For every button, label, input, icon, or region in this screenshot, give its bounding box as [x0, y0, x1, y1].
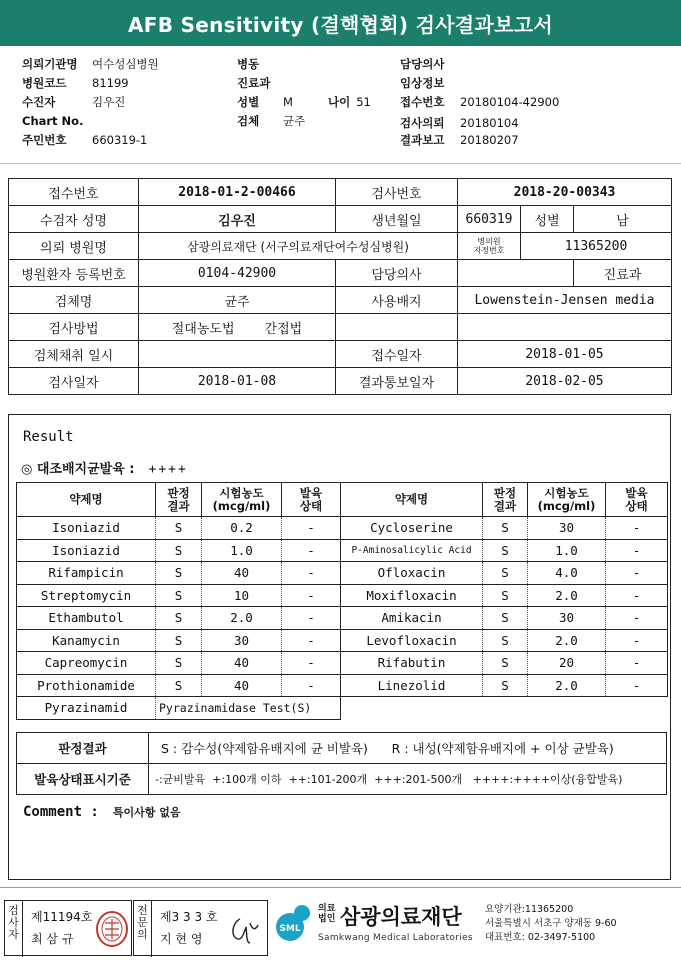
drug-result: S [483, 517, 528, 540]
drug-growth: - [282, 539, 341, 562]
drug-name: Ethambutol [17, 607, 156, 630]
drug-growth: - [282, 584, 341, 607]
drug-row [17, 607, 668, 630]
drug-name: Rifabutin [341, 652, 483, 675]
drug-name: Prothionamide [17, 674, 156, 697]
header-hospital: 의뢰기관명 여수성심병원 [22, 57, 159, 71]
drug-row [17, 584, 668, 607]
doctor-label: 담당의사 [336, 260, 458, 287]
sex-value: 남 [574, 206, 672, 233]
specimen-label: 검체명 [9, 287, 139, 314]
legend-judge-text: S : 감수성(약제함유배지에 균 비발육) R : 내성(약제함유배지에 + 이상 균발육) [149, 733, 667, 764]
drug-row [17, 629, 668, 652]
header-divider [0, 163, 681, 164]
method-empty [336, 314, 458, 341]
drug-growth: - [606, 517, 668, 540]
comment: Comment : 특이사항 없음 [23, 804, 181, 820]
header-doctor: 담당의사 [400, 57, 445, 71]
drug-growth: - [606, 562, 668, 585]
drug-growth: - [606, 539, 668, 562]
drug-name: Moxifloxacin [341, 584, 483, 607]
col-drug-header-2: 약제명 [341, 483, 483, 517]
drug-concentration: 30 [202, 629, 282, 652]
method-value: 절대농도법 간접법 [139, 314, 336, 341]
birth-value: 660319 [458, 206, 521, 233]
drug-concentration: 2.0 [528, 629, 606, 652]
patient-name-value: 김우진 [139, 206, 336, 233]
drug-result: S [156, 629, 202, 652]
drug-row [17, 674, 668, 697]
report-date-label: 결과통보일자 [336, 368, 458, 395]
collect-date-label: 검체채취 일시 [9, 341, 139, 368]
drug-result: S [156, 674, 202, 697]
col-conc-header-2: 시험농도 (mcg/ml) [528, 483, 606, 517]
drug-result: S [483, 629, 528, 652]
drug-result: S [483, 674, 528, 697]
org-english-name: Samkwang Medical Laboratories [318, 933, 473, 943]
drug-result: S [483, 584, 528, 607]
drug-growth: - [282, 562, 341, 585]
header-chart-no: Chart No. [22, 114, 84, 128]
drug-name: P-Aminosalicylic Acid [341, 539, 483, 562]
drug-concentration: 4.0 [528, 562, 606, 585]
media-value: Lowenstein-Jensen media [458, 287, 672, 314]
drug-growth: - [606, 652, 668, 675]
designated-no-label: 병의원 지정번호 [458, 233, 521, 260]
drug-result: S [156, 584, 202, 607]
col-judge-header-2: 판정 결과 [483, 483, 528, 517]
specialist-signature-icon [226, 909, 264, 949]
col-judge-header: 판정 결과 [156, 483, 202, 517]
signature-specialist [133, 900, 268, 956]
col-growth-header-2: 발육 상태 [606, 483, 668, 517]
hospital-label: 의뢰 병원명 [9, 233, 139, 260]
drug-concentration: 1.0 [202, 539, 282, 562]
result-title: Result [23, 429, 74, 445]
drug-result: S [156, 652, 202, 675]
doctor-value [458, 260, 574, 287]
col-conc-header: 시험농도 (mcg/ml) [202, 483, 282, 517]
pza-test: Pyrazinamidase Test(S) [156, 697, 341, 720]
sex-label: 성별 [521, 206, 574, 233]
legend-growth-label: 발육상태표시기준 [17, 764, 149, 795]
drug-result: S [483, 607, 528, 630]
hospital-patient-no-label: 병원환자 등록번호 [9, 260, 139, 287]
drug-growth: - [282, 517, 341, 540]
department-label: 진료과 [574, 260, 672, 287]
drug-concentration: 10 [202, 584, 282, 607]
designated-no-value: 11365200 [521, 233, 672, 260]
drug-growth: - [282, 674, 341, 697]
header-ward: 병동 [237, 57, 260, 71]
report-title: AFB Sensitivity (결핵협회) 검사결과보고서 [0, 0, 681, 46]
drug-result: S [156, 607, 202, 630]
media-label: 사용배지 [336, 287, 458, 314]
drug-name: Isoniazid [17, 539, 156, 562]
control-growth: ◎ 대조배지균발육 : ++++ [21, 462, 188, 477]
header-report-date: 결과보고 20180207 [400, 133, 519, 147]
footer-divider [0, 887, 681, 888]
drug-growth: - [606, 629, 668, 652]
col-drug-header: 약제명 [17, 483, 156, 517]
patient-name-label: 수검자 성명 [9, 206, 139, 233]
drug-name: Ofloxacin [341, 562, 483, 585]
drug-sensitivity-table [16, 482, 668, 720]
legend-growth-text: -:균비발육 +:100개 이하 ++:101-200개 +++:201-500개 ++++:++++이상(융합발육) [149, 764, 667, 795]
reception-no-label: 접수번호 [9, 179, 139, 206]
drug-row [17, 539, 668, 562]
technician-seal-icon [95, 910, 129, 948]
drug-result: S [483, 562, 528, 585]
drug-name: Capreomycin [17, 652, 156, 675]
drug-concentration: 1.0 [528, 539, 606, 562]
header-clinical-info: 임상정보 [400, 76, 445, 90]
method-label: 검사방법 [9, 314, 139, 341]
drug-name: Kanamycin [17, 629, 156, 652]
col-growth-header: 발육 상태 [282, 483, 341, 517]
sml-logo-icon [272, 903, 316, 947]
drug-concentration: 40 [202, 674, 282, 697]
pza-empty [341, 697, 668, 720]
drug-concentration: 30 [528, 607, 606, 630]
drug-growth: - [282, 629, 341, 652]
drug-concentration: 2.0 [528, 674, 606, 697]
drug-concentration: 40 [202, 562, 282, 585]
org-name: 삼광의료재단 [340, 905, 462, 929]
drug-name: Linezolid [341, 674, 483, 697]
drug-concentration: 0.2 [202, 517, 282, 540]
drug-concentration: 2.0 [202, 607, 282, 630]
test-no-label: 검사번호 [336, 179, 458, 206]
method-empty-2 [458, 314, 672, 341]
drug-growth: - [282, 652, 341, 675]
test-date-label: 검사일자 [9, 368, 139, 395]
hospital-value: 삼광의료재단 (서구의료재단여수성심병원) [139, 233, 458, 260]
drug-result: S [156, 562, 202, 585]
report-date-value: 2018-02-05 [458, 368, 672, 395]
drug-growth: - [606, 674, 668, 697]
result-section [8, 414, 671, 880]
header-sex: 성별 M [237, 95, 293, 109]
drug-name: Amikacin [341, 607, 483, 630]
hospital-patient-no-value: 0104-42900 [139, 260, 336, 287]
drug-name: Streptomycin [17, 584, 156, 607]
drug-result: S [483, 539, 528, 562]
drug-growth: - [606, 584, 668, 607]
specimen-value: 균주 [139, 287, 336, 314]
drug-name: Isoniazid [17, 517, 156, 540]
technician-vertical-label: 검 사 자 [5, 901, 23, 957]
drug-name: Rifampicin [17, 562, 156, 585]
legend-judge-label: 판정결과 [17, 733, 149, 764]
drug-concentration: 30 [528, 517, 606, 540]
header-specimen: 검체 균주 [237, 114, 306, 128]
drug-row [17, 517, 668, 540]
technician-info: 제11194호 최 삼 규 [31, 910, 93, 946]
drug-result: S [483, 652, 528, 675]
received-date-label: 접수일자 [336, 341, 458, 368]
org-address: 요양기관:11365200 서울특별시 서초구 양재동 9-60 대표번호: 02-3497-5100 [485, 904, 617, 943]
drug-result: S [156, 539, 202, 562]
drug-name: Cycloserine [341, 517, 483, 540]
header-reception-no: 접수번호 20180104-42900 [400, 95, 560, 109]
test-date-value: 2018-01-08 [139, 368, 336, 395]
header-resident-no: 주민번호 660319-1 [22, 133, 148, 147]
test-no-value: 2018-20-00343 [458, 179, 672, 206]
drug-growth: - [282, 607, 341, 630]
header-request-date: 검사의뢰 20180104 [400, 116, 519, 130]
patient-info-table [8, 178, 672, 395]
drug-growth: - [606, 607, 668, 630]
legend-table [16, 732, 667, 795]
svg-text:SML: SML [279, 924, 301, 934]
drug-concentration: 20 [528, 652, 606, 675]
drug-concentration: 40 [202, 652, 282, 675]
drug-name: Levofloxacin [341, 629, 483, 652]
signature-technician [4, 900, 132, 956]
header-patient: 수진자 김우진 [22, 95, 126, 109]
received-date-value: 2018-01-05 [458, 341, 672, 368]
org-prefix: 의료 법인 [318, 904, 336, 924]
specialist-info: 제3 3 3 호 지 현 영 [160, 910, 218, 946]
header-department: 진료과 [237, 76, 271, 90]
birth-label: 생년월일 [336, 206, 458, 233]
pza-name: Pyrazinamid [17, 697, 156, 720]
header-age: 나이 51 [328, 95, 371, 109]
reception-no-value: 2018-01-2-00466 [139, 179, 336, 206]
drug-result: S [156, 517, 202, 540]
collect-date-value [139, 341, 336, 368]
specialist-vertical-label: 전 문 의 [134, 901, 152, 957]
header-hospital-code: 병원코드 81199 [22, 76, 129, 90]
drug-concentration: 2.0 [528, 584, 606, 607]
drug-row [17, 652, 668, 675]
drug-row [17, 562, 668, 585]
